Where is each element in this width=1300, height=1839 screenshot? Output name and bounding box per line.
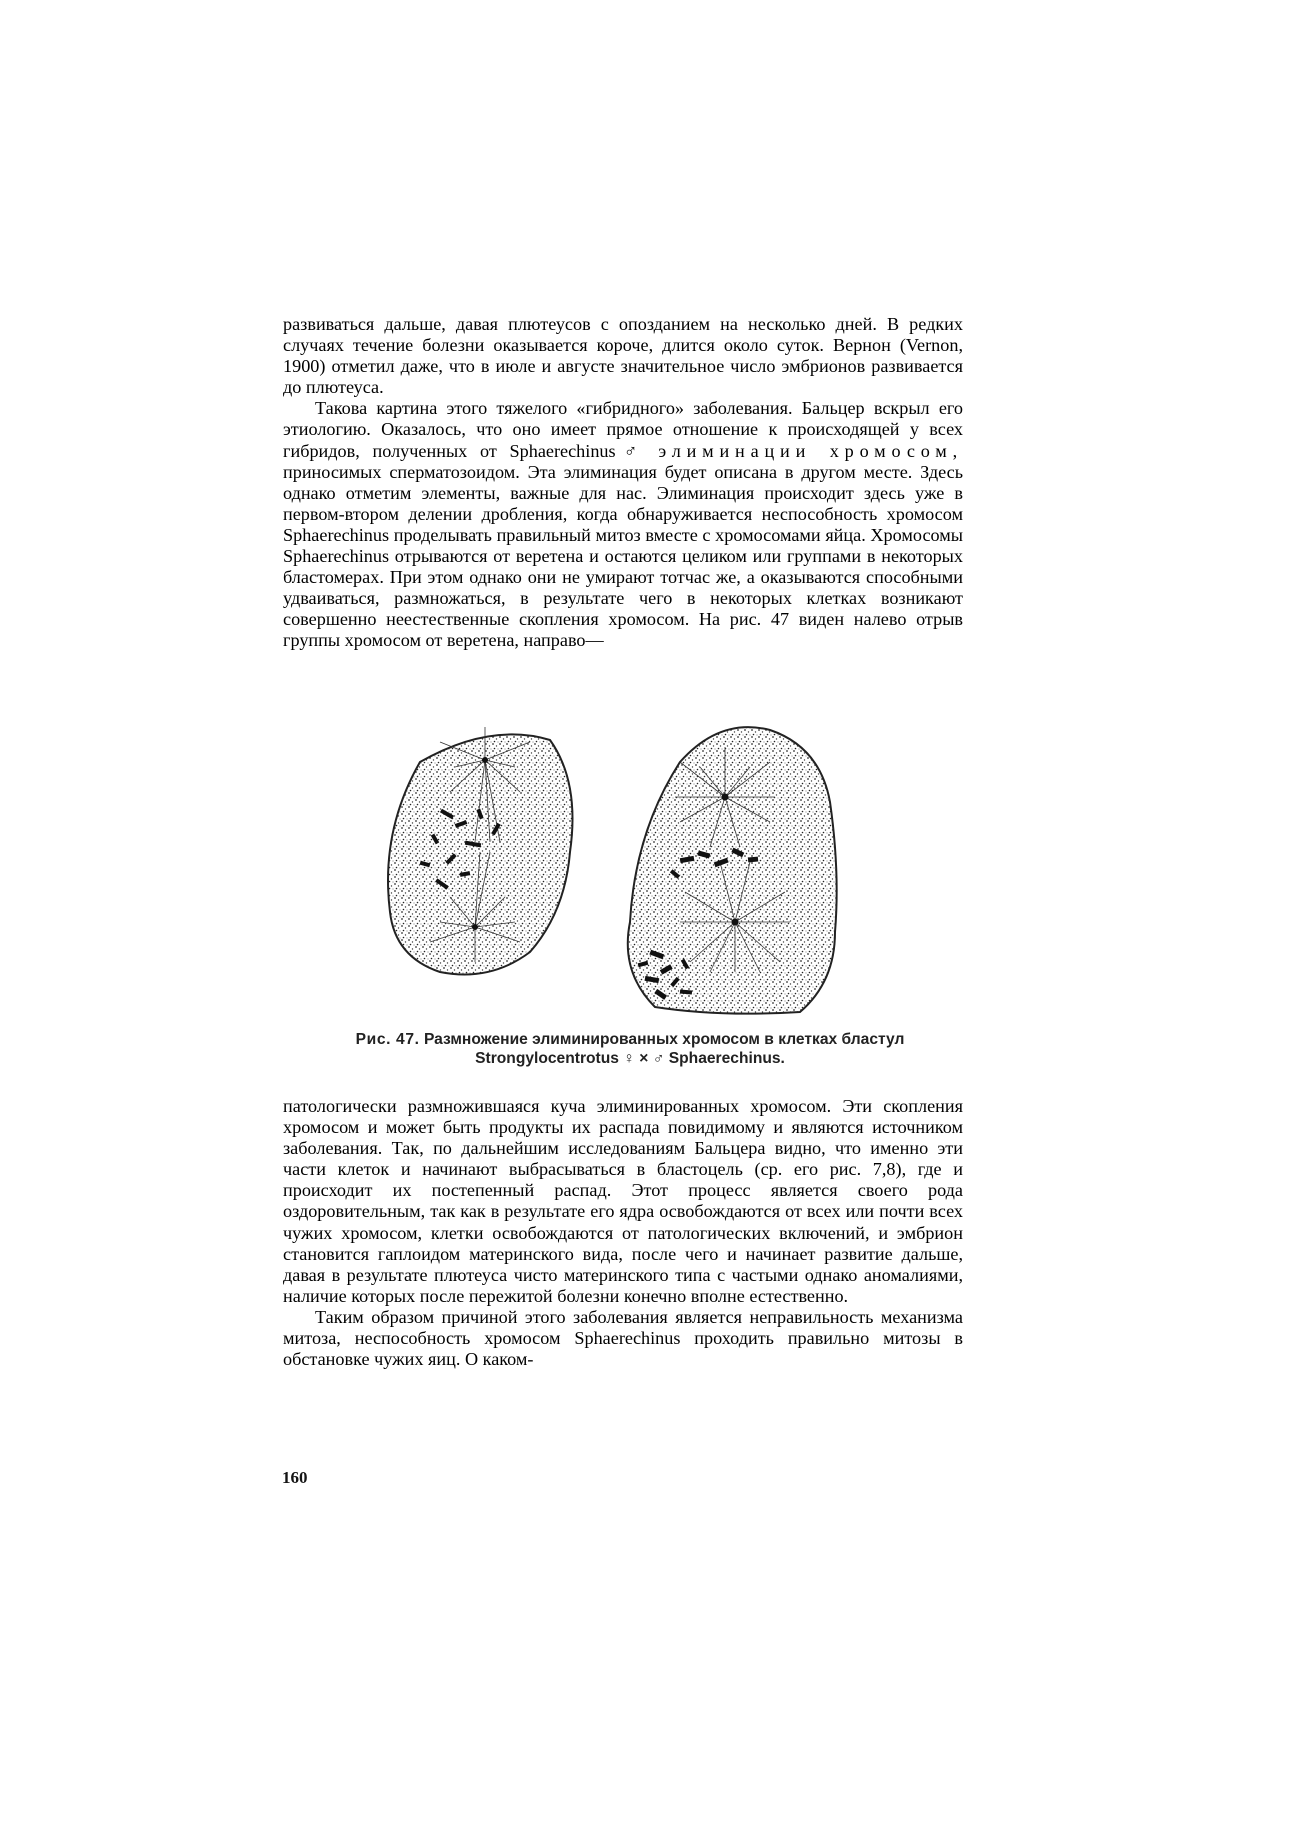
paragraph-continuation: развиваться дальше, давая плютеусов с опозданием на несколько дней. В редких случаях течение болезни оказывается короче, длится около суток. Вернон (Vernon, 1900) отметил даже, что в июле и августе значительное число эмбрионов развивается до плютеуса. (283, 314, 963, 398)
paragraph-etiology (283, 398, 963, 651)
figure-caption-text: Размножение элиминированных хромосом в клетках бластул Strongylocentrotus ♀ × ♂ Sphaerechinus. (423, 1031, 905, 1067)
male-symbol: ♂ (615, 440, 646, 461)
top-text-block (283, 314, 963, 652)
figure-47-illustration (380, 722, 890, 1022)
left-cell-drawing (388, 727, 573, 975)
paragraph-conclusion: Таким образом причиной этого заболевания является неправильность механизма митоза, неспособность хромосом Sphaerechinus проходить правильно митозы в обстановке чужих яиц. О каком- (283, 1306, 963, 1370)
paragraph-etiology-part-b: приносимых сперматозоидом. Эта элиминация будет описана в другом месте. Здесь однако отметим элементы, важные для нас. Элиминация происходит здесь уже в первом-втором делении дробления, когда обнаруживается неспособность хромосом Sphaerechinus проделывать правильный митоз вместе с хромосомами яйца. Хромосомы Sphaerechinus отрываются от веретена и остаются целиком или группами в некоторых бластомерах. При этом однако они не умирают тотчас же, а оказываются способными удваиваться, размножаться, в результате чего в некоторых клетках возникают совершенно неестественные скопления хромосом. На рис. 47 виден налево отрыв группы хромосом от веретена, направо— (283, 461, 963, 651)
spaced-emphasis-text: элиминации хромосом, (658, 440, 964, 461)
figure-caption-label: Рис. 47. (355, 1031, 420, 1048)
paragraph-proliferation: патологически размножившаяся куча элиминированных хромосом. Эти скопления хромосом и может быть продукты их распада повидимому и являются источником заболевания. Так, по дальнейшим исследованиям Бальцера видно, что именно эти части клеток и начинают выбрасываться в бластоцель (ср. его рис. 7,8), где и происходит их постепенный распад. Этот процесс является своего рода оздоровительным, так как в результате его ядра освобождаются от всех или почти всех чужих хромосом, клетки освобождаются от патологических включений, и эмбрион становится гаплоидом материнского вида, после чего и начинает развитие дальше, давая в результате плютеуса чисто материнского типа с частыми однако аномалиями, наличие которых после пережитой болезни конечно вполне естественно. (283, 1096, 963, 1306)
figure-caption (300, 1030, 960, 1068)
figure-47 (380, 722, 890, 1022)
bottom-text-block (283, 1096, 963, 1370)
right-cell-drawing (628, 727, 837, 1014)
page-number: 160 (282, 1468, 308, 1487)
paragraph-etiology-part-a: Такова картина этого тяжелого «гибридного» заболевания. Бальцер вскрыл его этиологию. Оказалось, что оно имеет прямое отношение к происходящей у всех гибридов, полученных от Sphaerechinus (283, 398, 963, 461)
